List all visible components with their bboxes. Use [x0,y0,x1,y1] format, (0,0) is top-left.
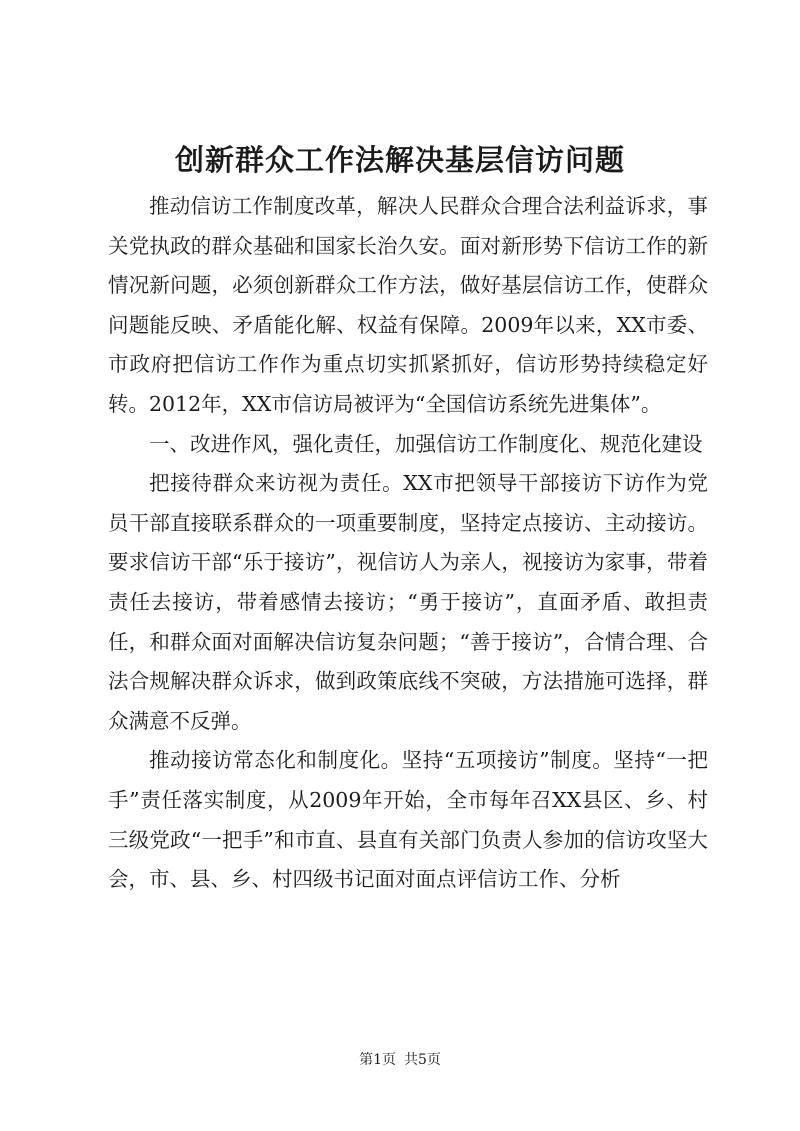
paragraph-reception-normalization: 推动接访常态化和制度化。坚持“五项接访”制度。坚持“一把手”责任落实制度，从2009年开始，全市每年召XX县区、乡、村三级党政“一把手”和市直、县直有关部门负责人参加的信访攻坚大会，市、县、乡、村四级书记面对面点评信访工作、分析 [108,748,708,892]
section-heading-1: 一、改进作风，强化责任，加强信访工作制度化、规范化建设 [149,431,703,456]
document-title: 创新群众工作法解决基层信访问题 [174,143,625,177]
page-total: 共5页 [404,1052,441,1068]
page-footer [0,1050,800,1070]
document-body [108,187,708,900]
paragraph-intro: 推动信访工作制度改革，解决人民群众合理合法利益诉求，事关党执政的群众基础和国家长治久安。面对新形势下信访工作的新情况新问题，必须创新群众工作方法，做好基层信访工作，使群众问题能反映、矛盾能化解、权益有保障。2009年以来，XX市委、市政府把信访工作作为重点切实抓紧抓好，信访形势持续稳定好转。2012年，XX市信访局被评为“全国信访系统先进集体”。 [108,194,708,416]
page-number: 第1页 [359,1052,396,1068]
paragraph-reception-duty: 把接待群众来访视为责任。XX市把领导干部接访下访作为党员干部直接联系群众的一项重要制度，坚持定点接访、主动接访。要求信访干部“乐于接访”，视信访人为亲人，视接访为家事，带着责任去接访，带着感情去接访；“勇于接访”，直面矛盾、敢担责任，和群众面对面解决信访复杂问题；“善于接访”，合情合理、合法合规解决群众诉求，做到政策底线不突破，方法措施可选择，群众满意不反弹。 [108,471,708,733]
